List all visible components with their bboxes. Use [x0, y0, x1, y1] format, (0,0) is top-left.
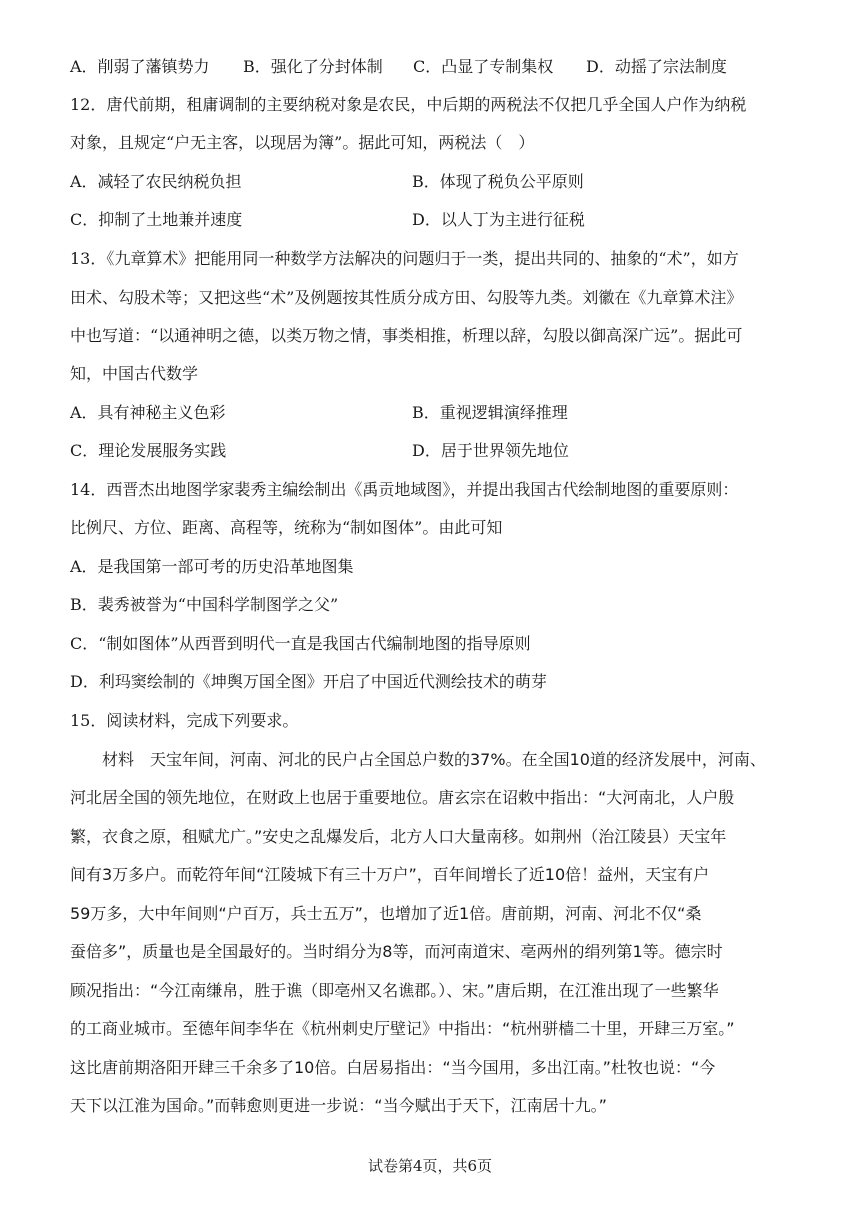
q15-material-line-2: 河北居全国的领先地位，在财政上也居于重要地位。唐玄宗在诏敕中指出：“大河南北，人户殷: [70, 788, 735, 807]
q15-material-line-3: 繁，衣食之原，租赋尤广。”安史之乱爆发后，北方人口大量南移。如荆州（治江陵县）天宝年: [70, 827, 727, 846]
q13-option-d: D．居于世界领先地位: [412, 441, 569, 460]
q15-material-line-5: 59万多，大中年间则“户百万，兵士五万”，也增加了近1倍。唐前期，河南、河北不仅“桑: [70, 904, 702, 923]
page-footer: 试卷第4页，共6页: [367, 1157, 493, 1175]
q13-stem-line-1: 13．《九章算术》把能用同一种数学方法解决的问题归于一类，提出共同的、抽象的“术”，如方: [70, 249, 739, 268]
q14-option-b: B．裴秀被誉为“中国科学制图学之父”: [70, 595, 339, 614]
q15-material-line-10: 天下以江淮为国命。”而韩愈则更进一步说：“当今赋出于天下，江南居十九。”: [70, 1096, 607, 1115]
q14-stem-line-2: 比例尺、方位、距离、高程等，统称为“制如图体”。由此可知: [70, 518, 503, 537]
q15-material-line-8: 的工商业城市。至德年间李华在《杭州刺史厅壁记》中指出：“杭州骈樯二十里，开肆三万室。”: [70, 1019, 735, 1038]
q11-option-c: C．凸显了专制集权: [413, 57, 554, 76]
q12-option-c: C．抑制了土地兼并速度: [70, 210, 243, 229]
q13-option-a: A．具有神秘主义色彩: [70, 403, 226, 422]
q15-stem: 15．阅读材料，完成下列要求。: [70, 711, 299, 730]
q15-material-line-6: 蚕倍多”，质量也是全国最好的。当时绢分为8等，而河南道宋、亳两州的绢列第1等。德宗时: [70, 942, 723, 961]
q12-stem-line-2: 对象，且规定“户无主客，以现居为簿”。据此可知，两税法（ ）: [70, 133, 535, 152]
q14-option-c: C．“制如图体”从西晋到明代一直是我国古代编制地图的指导原则: [70, 634, 531, 653]
q13-stem-line-3: 中也写道：“以通神明之德，以类万物之情，事类相推，析理以辞，勾股以御高深广远”。据此可: [70, 326, 743, 345]
q12-option-b: B．体现了税负公平原则: [412, 172, 584, 191]
q11-option-b: B．强化了分封体制: [243, 57, 383, 76]
q14-option-a: A．是我国第一部可考的历史沿革地图集: [70, 557, 354, 576]
q15-material-line-1: 材料 天宝年间，河南、河北的民户占全国总户数的37%。在全国10道的经济发展中，河南、: [102, 750, 766, 769]
q15-material-line-9: 这比唐前期洛阳开肆三千余多了10倍。白居易指出：“当今国用，多出江南。”杜牧也说：“今: [70, 1058, 716, 1077]
q11-option-a: A．削弱了藩镇势力: [70, 57, 210, 76]
q12-option-d: D．以人丁为主进行征税: [412, 210, 585, 229]
q14-option-d: D．利玛窦绘制的《坤舆万国全图》开启了中国近代测绘技术的萌芽: [70, 672, 547, 691]
q13-option-b: B．重视逻辑演绎推理: [412, 403, 568, 422]
q15-material-line-4: 间有3万多户。而乾符年间“江陵城下有三十万户”，百年间增长了近10倍！益州，天宝有户: [70, 865, 710, 884]
q12-option-a: A．减轻了农民纳税负担: [70, 172, 242, 191]
q14-stem-line-1: 14．西晋杰出地图学家裴秀主编绘制出《禹贡地域图》，并提出我国古代绘制地图的重要原则：: [70, 480, 739, 499]
q11-option-d: D．动摇了宗法制度: [586, 57, 727, 76]
q13-stem-line-4: 知，中国古代数学: [70, 364, 199, 383]
q15-material-line-7: 顾况指出：“今江南缣帛，胜于谯（即亳州又名谯郡。）、宋。”唐后期，在江淮出现了一些繁华: [70, 981, 719, 1000]
q13-option-c: C．理论发展服务实践: [70, 441, 227, 460]
q13-stem-line-2: 田术、勾股术等；又把这些“术”及例题按其性质分成方田、勾股等九类。刘徽在《九章算术注》: [70, 288, 743, 307]
q12-stem-line-1: 12．唐代前期，租庸调制的主要纳税对象是农民，中后期的两税法不仅把几乎全国人户作为纳税: [70, 95, 747, 114]
